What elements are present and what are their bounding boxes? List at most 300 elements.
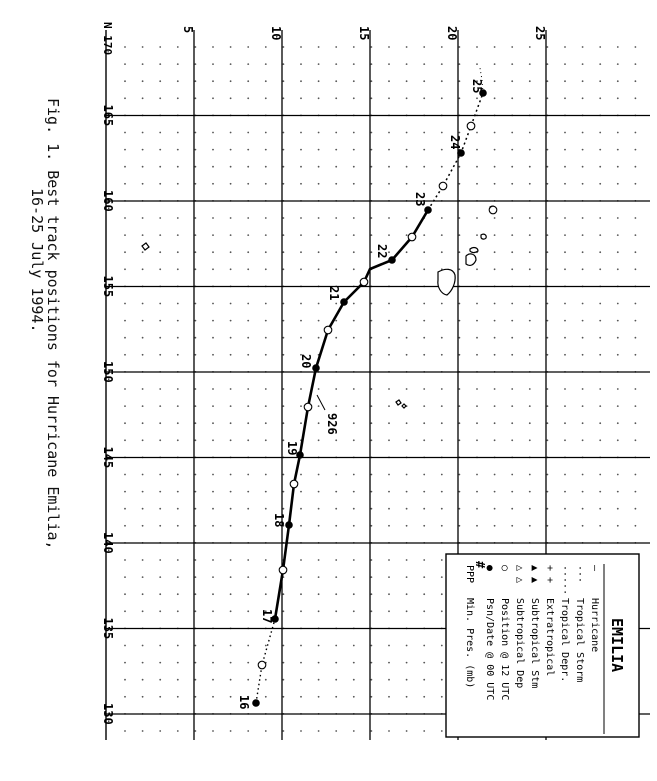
grid-dot bbox=[494, 320, 496, 322]
grid-dot bbox=[582, 80, 584, 82]
grid-dot bbox=[371, 217, 373, 219]
grid-dot bbox=[353, 559, 355, 561]
grid-dot bbox=[476, 183, 478, 185]
grid-dot bbox=[494, 405, 496, 407]
grid-dot bbox=[353, 679, 355, 681]
grid-dot bbox=[617, 46, 619, 48]
grid-dot bbox=[247, 662, 249, 664]
grid-dot bbox=[318, 576, 320, 578]
grid-dot bbox=[599, 422, 601, 424]
grid-dot bbox=[564, 268, 566, 270]
grid-dot bbox=[177, 525, 179, 527]
grid-dot bbox=[599, 303, 601, 305]
grid-dot bbox=[582, 183, 584, 185]
longitude-tick-label: 145 bbox=[101, 446, 115, 469]
legend-symbol: ● bbox=[484, 565, 495, 572]
grid-dot bbox=[547, 132, 549, 134]
grid-dot bbox=[582, 132, 584, 134]
grid-dot bbox=[247, 610, 249, 612]
grid-dot bbox=[564, 234, 566, 236]
grid-dot bbox=[476, 525, 478, 527]
grid-dot bbox=[124, 354, 126, 356]
position-12utc-marker bbox=[489, 206, 497, 214]
grid-dot bbox=[212, 132, 214, 134]
grid-dot bbox=[617, 268, 619, 270]
grid-dot bbox=[371, 559, 373, 561]
date-label: 17 bbox=[260, 609, 274, 624]
grid-dot bbox=[388, 97, 390, 99]
grid-dot bbox=[388, 217, 390, 219]
grid-dot bbox=[265, 679, 267, 681]
grid-dot bbox=[388, 508, 390, 510]
island-oahu bbox=[481, 234, 486, 239]
grid-dot bbox=[195, 251, 197, 253]
grid-dot bbox=[230, 97, 232, 99]
grid-dot bbox=[582, 149, 584, 151]
grid-dot bbox=[230, 662, 232, 664]
grid-dot bbox=[459, 234, 461, 236]
grid-dot bbox=[247, 183, 249, 185]
grid-dot bbox=[195, 474, 197, 476]
grid-dot bbox=[177, 491, 179, 493]
legend-symbol: + + bbox=[544, 565, 555, 584]
grid-dot bbox=[564, 474, 566, 476]
grid-dot bbox=[547, 183, 549, 185]
position-12utc-marker bbox=[324, 326, 332, 334]
grid-dot bbox=[582, 166, 584, 168]
longitude-tick-label: 140 bbox=[101, 532, 115, 554]
grid-dot bbox=[529, 303, 531, 305]
grid-dot bbox=[423, 46, 425, 48]
grid-dot bbox=[635, 234, 637, 236]
grid-dot bbox=[265, 491, 267, 493]
grid-dot bbox=[494, 388, 496, 390]
grid-dot bbox=[283, 132, 285, 134]
grid-dot bbox=[159, 97, 161, 99]
grid-dot bbox=[177, 132, 179, 134]
grid-dot bbox=[247, 80, 249, 82]
grid-dot bbox=[124, 320, 126, 322]
grid-dot bbox=[124, 730, 126, 732]
grid-dot bbox=[142, 696, 144, 698]
grid-dot bbox=[124, 696, 126, 698]
grid-dot bbox=[195, 679, 197, 681]
grid-dot bbox=[529, 251, 531, 253]
grid-dot bbox=[423, 559, 425, 561]
grid-dot bbox=[353, 422, 355, 424]
grid-dot bbox=[265, 354, 267, 356]
grid-dot bbox=[617, 320, 619, 322]
grid-dot bbox=[318, 559, 320, 561]
grid-dot bbox=[441, 610, 443, 612]
date-label: 21 bbox=[327, 286, 341, 301]
grid-dot bbox=[335, 268, 337, 270]
grid-dot bbox=[300, 132, 302, 134]
grid-dot bbox=[511, 388, 513, 390]
grid-dot bbox=[617, 491, 619, 493]
grid-dot bbox=[441, 63, 443, 65]
grid-dot bbox=[142, 662, 144, 664]
grid-dot bbox=[423, 320, 425, 322]
grid-dot bbox=[371, 354, 373, 356]
grid-dot bbox=[353, 405, 355, 407]
grid-dot bbox=[423, 610, 425, 612]
grid-dot bbox=[142, 405, 144, 407]
date-label: 23 bbox=[413, 192, 427, 207]
grid-dot bbox=[124, 662, 126, 664]
grid-dot bbox=[371, 80, 373, 82]
grid-dot bbox=[388, 149, 390, 151]
grid-dot bbox=[212, 320, 214, 322]
grid-dot bbox=[406, 559, 408, 561]
grid-dot bbox=[335, 166, 337, 168]
grid-dot bbox=[247, 234, 249, 236]
grid-dot bbox=[476, 508, 478, 510]
date-label: 22 bbox=[375, 244, 389, 259]
grid-dot bbox=[318, 388, 320, 390]
grid-dot bbox=[142, 63, 144, 65]
grid-dot bbox=[124, 149, 126, 151]
grid-dot bbox=[142, 251, 144, 253]
grid-dot bbox=[195, 405, 197, 407]
grid-dot bbox=[230, 303, 232, 305]
position-00utc-marker bbox=[424, 206, 432, 214]
grid-dot bbox=[511, 337, 513, 339]
latitude-tick-label: 25 bbox=[533, 26, 547, 41]
grid-dot bbox=[423, 234, 425, 236]
grid-dot bbox=[441, 645, 443, 647]
grid-dot bbox=[124, 525, 126, 527]
grid-dot bbox=[335, 303, 337, 305]
grid-dot bbox=[177, 405, 179, 407]
grid-dot bbox=[353, 80, 355, 82]
grid-dot bbox=[318, 696, 320, 698]
grid-dot bbox=[547, 474, 549, 476]
grid-dot bbox=[300, 149, 302, 151]
grid-dot bbox=[511, 166, 513, 168]
grid-dot bbox=[318, 80, 320, 82]
grid-dot bbox=[547, 46, 549, 48]
grid-dot bbox=[212, 576, 214, 578]
grid-dot bbox=[353, 610, 355, 612]
grid-dot bbox=[599, 132, 601, 134]
grid-dot bbox=[388, 303, 390, 305]
grid-dot bbox=[459, 217, 461, 219]
grid-dot bbox=[388, 474, 390, 476]
grid-dot bbox=[494, 268, 496, 270]
grid-dot bbox=[177, 166, 179, 168]
grid-dot bbox=[599, 354, 601, 356]
grid-dot bbox=[476, 166, 478, 168]
grid-dot bbox=[142, 268, 144, 270]
grid-dot bbox=[124, 559, 126, 561]
grid-dot bbox=[564, 354, 566, 356]
grid-dot bbox=[406, 439, 408, 441]
grid-dot bbox=[582, 217, 584, 219]
position-12utc-marker bbox=[290, 480, 298, 488]
grid-dot bbox=[423, 422, 425, 424]
grid-dot bbox=[247, 388, 249, 390]
grid-dot bbox=[353, 696, 355, 698]
grid-dot bbox=[371, 388, 373, 390]
grid-dot bbox=[300, 405, 302, 407]
grid-dot bbox=[247, 337, 249, 339]
grid-dot bbox=[582, 388, 584, 390]
grid-dot bbox=[212, 730, 214, 732]
grid-dot bbox=[388, 132, 390, 134]
grid-dot bbox=[265, 696, 267, 698]
islet-small-2 bbox=[396, 400, 401, 405]
grid-dot bbox=[265, 234, 267, 236]
grid-dot bbox=[335, 46, 337, 48]
grid-dot bbox=[230, 422, 232, 424]
position-12utc-marker bbox=[279, 566, 287, 574]
grid-dot bbox=[335, 405, 337, 407]
grid-dot bbox=[159, 234, 161, 236]
grid-dot bbox=[247, 474, 249, 476]
grid-dot bbox=[283, 80, 285, 82]
grid-dot bbox=[371, 337, 373, 339]
grid-dot bbox=[441, 679, 443, 681]
latitude-tick-label: 10 bbox=[269, 26, 283, 41]
grid-dot bbox=[441, 80, 443, 82]
grid-dot bbox=[476, 491, 478, 493]
grid-dot bbox=[617, 474, 619, 476]
grid-dot bbox=[318, 234, 320, 236]
grid-dot bbox=[547, 354, 549, 356]
grid-dot bbox=[476, 234, 478, 236]
grid-dot bbox=[353, 525, 355, 527]
grid-dot bbox=[617, 217, 619, 219]
island-molokai bbox=[470, 248, 478, 253]
grid-dot bbox=[283, 696, 285, 698]
grid-dot bbox=[230, 183, 232, 185]
grid-dot bbox=[529, 217, 531, 219]
date-label: 20 bbox=[299, 354, 313, 369]
grid-dot bbox=[247, 97, 249, 99]
grid-dot bbox=[353, 132, 355, 134]
grid-dot bbox=[494, 303, 496, 305]
grid-dot bbox=[547, 491, 549, 493]
grid-dot bbox=[441, 234, 443, 236]
grid-dot bbox=[547, 80, 549, 82]
grid-dot bbox=[212, 63, 214, 65]
grid-dot bbox=[547, 508, 549, 510]
grid-dot bbox=[406, 645, 408, 647]
grid-dot bbox=[406, 303, 408, 305]
grid-dot bbox=[335, 525, 337, 527]
grid-dot bbox=[212, 405, 214, 407]
grid-dot bbox=[230, 46, 232, 48]
grid-dot bbox=[212, 439, 214, 441]
grid-dot bbox=[547, 251, 549, 253]
grid-dot bbox=[247, 576, 249, 578]
grid-dot bbox=[124, 593, 126, 595]
grid-dot bbox=[406, 730, 408, 732]
grid-dot bbox=[635, 217, 637, 219]
longitude-tick-label: 135 bbox=[101, 617, 115, 640]
grid-dot bbox=[459, 63, 461, 65]
grid-dot bbox=[406, 576, 408, 578]
grid-dot bbox=[177, 388, 179, 390]
grid-dot bbox=[459, 422, 461, 424]
grid-dot bbox=[142, 679, 144, 681]
grid-dot bbox=[335, 388, 337, 390]
grid-dot bbox=[547, 388, 549, 390]
grid-dot bbox=[265, 593, 267, 595]
latitude-tick-label: 5 bbox=[181, 26, 195, 34]
legend-date-marker: # bbox=[473, 561, 487, 569]
grid-dot bbox=[300, 593, 302, 595]
grid-dot bbox=[371, 183, 373, 185]
grid-dot bbox=[230, 320, 232, 322]
grid-dot bbox=[265, 149, 267, 151]
grid-dot bbox=[476, 320, 478, 322]
grid-dot bbox=[159, 405, 161, 407]
grid-dot bbox=[494, 234, 496, 236]
grid-dot bbox=[142, 491, 144, 493]
grid-dot bbox=[318, 320, 320, 322]
grid-dot bbox=[335, 679, 337, 681]
grid-dot bbox=[142, 149, 144, 151]
grid-dot bbox=[459, 388, 461, 390]
grid-dot bbox=[406, 183, 408, 185]
grid-dot bbox=[212, 388, 214, 390]
grid-dot bbox=[459, 132, 461, 134]
grid-dot bbox=[318, 508, 320, 510]
grid-dot bbox=[441, 354, 443, 356]
grid-dot bbox=[195, 132, 197, 134]
grid-dot bbox=[177, 610, 179, 612]
grid-dot bbox=[265, 251, 267, 253]
corner-label: N 170 bbox=[101, 22, 114, 56]
grid-dot bbox=[388, 46, 390, 48]
grid-dot bbox=[212, 525, 214, 527]
grid-dot bbox=[441, 508, 443, 510]
grid-dot bbox=[529, 439, 531, 441]
grid-dot bbox=[635, 474, 637, 476]
grid-dot bbox=[159, 439, 161, 441]
grid-dot bbox=[388, 183, 390, 185]
grid-dot bbox=[476, 303, 478, 305]
grid-dot bbox=[247, 422, 249, 424]
grid-dot bbox=[617, 234, 619, 236]
grid-dot bbox=[582, 251, 584, 253]
grid-dot bbox=[300, 80, 302, 82]
grid-dot bbox=[159, 388, 161, 390]
grid-dot bbox=[142, 217, 144, 219]
legend-label: Tropical Storm bbox=[574, 598, 585, 683]
grid-dot bbox=[230, 439, 232, 441]
grid-dot bbox=[247, 320, 249, 322]
grid-dot bbox=[177, 508, 179, 510]
grid-dot bbox=[459, 303, 461, 305]
grid-dot bbox=[265, 166, 267, 168]
grid-dot bbox=[283, 388, 285, 390]
grid-dot bbox=[635, 268, 637, 270]
grid-dot bbox=[283, 149, 285, 151]
legend-symbol: △ △ bbox=[514, 565, 525, 584]
grid-dot bbox=[511, 268, 513, 270]
grid-dot bbox=[406, 251, 408, 253]
grid-dot bbox=[459, 97, 461, 99]
grid-dot bbox=[406, 388, 408, 390]
grid-dot bbox=[406, 63, 408, 65]
grid-dot bbox=[494, 439, 496, 441]
grid-dot bbox=[617, 525, 619, 527]
grid-dot bbox=[195, 645, 197, 647]
grid-dot bbox=[476, 63, 478, 65]
grid-dot bbox=[635, 80, 637, 82]
grid-dot bbox=[582, 491, 584, 493]
grid-dot bbox=[459, 337, 461, 339]
grid-dot bbox=[335, 217, 337, 219]
grid-dot bbox=[247, 354, 249, 356]
grid-dot bbox=[511, 474, 513, 476]
grid-dot bbox=[142, 610, 144, 612]
grid-dot bbox=[388, 422, 390, 424]
grid-dot bbox=[406, 80, 408, 82]
grid-dot bbox=[265, 388, 267, 390]
grid-dot bbox=[617, 166, 619, 168]
grid-dot bbox=[212, 593, 214, 595]
grid-dot bbox=[494, 149, 496, 151]
legend-symbol: ▲ ▲ bbox=[529, 565, 540, 584]
grid-dot bbox=[441, 132, 443, 134]
grid-dot bbox=[247, 559, 249, 561]
grid-dot bbox=[529, 149, 531, 151]
grid-dot bbox=[371, 422, 373, 424]
grid-dot bbox=[195, 166, 197, 168]
grid-dot bbox=[423, 730, 425, 732]
grid-dot bbox=[335, 474, 337, 476]
grid-dot bbox=[511, 320, 513, 322]
grid-dot bbox=[476, 149, 478, 151]
grid-dot bbox=[177, 217, 179, 219]
grid-dot bbox=[124, 474, 126, 476]
grid-dot bbox=[212, 422, 214, 424]
grid-dot bbox=[283, 662, 285, 664]
grid-dot bbox=[441, 696, 443, 698]
grid-dot bbox=[599, 525, 601, 527]
grid-dot bbox=[142, 320, 144, 322]
grid-dot bbox=[459, 166, 461, 168]
grid-dot bbox=[335, 183, 337, 185]
grid-dot bbox=[353, 593, 355, 595]
grid-dot bbox=[300, 679, 302, 681]
grid-dot bbox=[159, 251, 161, 253]
grid-dot bbox=[423, 251, 425, 253]
grid-dot bbox=[371, 645, 373, 647]
grid-dot bbox=[195, 268, 197, 270]
grid-dot bbox=[300, 268, 302, 270]
grid-dot bbox=[335, 491, 337, 493]
grid-dot bbox=[300, 320, 302, 322]
grid-dot bbox=[441, 525, 443, 527]
grid-dot bbox=[635, 320, 637, 322]
grid-dot bbox=[511, 354, 513, 356]
grid-dot bbox=[230, 234, 232, 236]
grid-dot bbox=[441, 46, 443, 48]
grid-dot bbox=[635, 132, 637, 134]
grid-dot bbox=[547, 268, 549, 270]
grid-dot bbox=[300, 234, 302, 236]
grid-dot bbox=[529, 63, 531, 65]
grid-dot bbox=[406, 234, 408, 236]
grid-dot bbox=[371, 525, 373, 527]
grid-dot bbox=[195, 183, 197, 185]
grid-dot bbox=[441, 662, 443, 664]
